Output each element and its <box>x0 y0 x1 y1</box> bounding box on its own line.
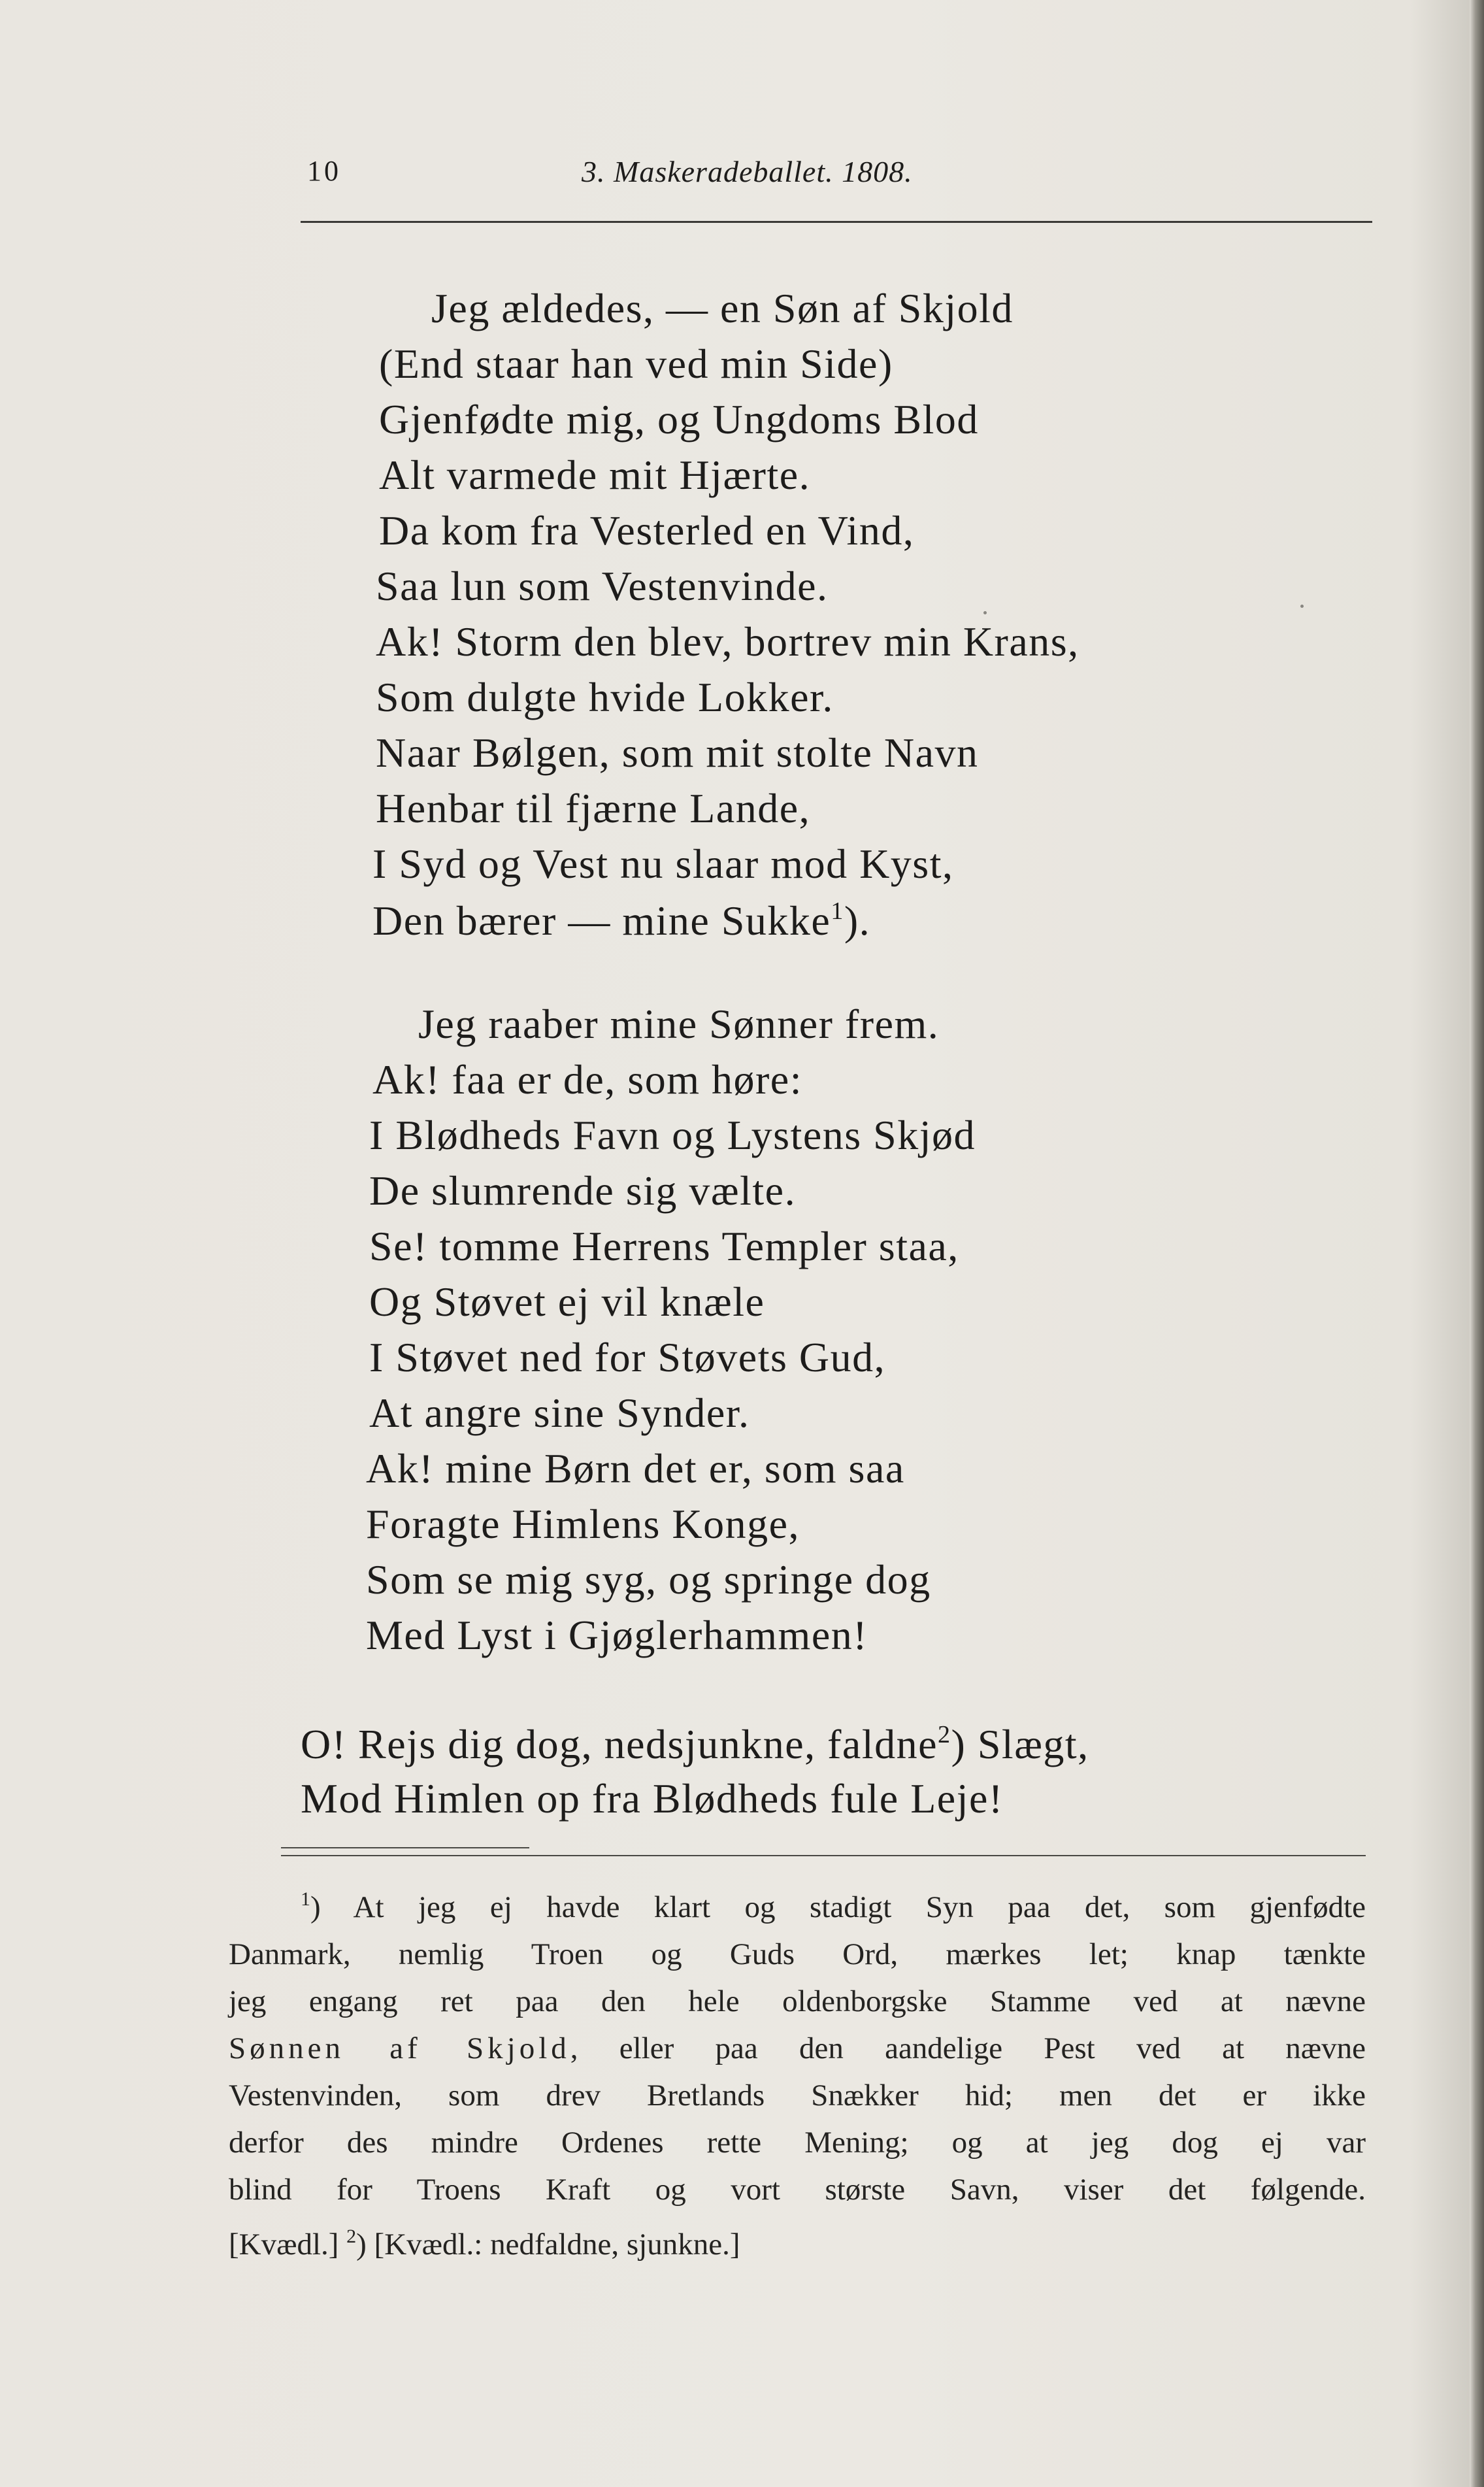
footnote-line <box>229 1876 1366 1931</box>
verse-text-end: ). <box>844 897 871 944</box>
verse-line: De slumrende sig vælte. <box>369 1167 797 1214</box>
verse-line: I Blødheds Favn og Lystens Skjød <box>369 1112 976 1158</box>
verse-line: Og Støvet ej vil knæle <box>369 1278 765 1325</box>
page-header <box>307 154 1366 193</box>
verse-line: I Støvet ned for Støvets Gud, <box>369 1334 886 1380</box>
footnote-text: ) [Kvædl.: nedfaldne, sjunkne.] <box>356 2228 740 2262</box>
footnote-spaced-text: Sønnen af Skjold <box>229 2031 570 2065</box>
verse-line: Naar Bølgen, som mit stolte Navn <box>376 729 979 776</box>
paper-speck <box>1300 605 1304 608</box>
verse-line: Alt varmede mit Hjærte. <box>379 452 811 498</box>
verse-line: Ak! mine Børn det er, som saa <box>366 1445 905 1492</box>
page-number: 10 <box>307 155 341 187</box>
footnote-mark: 2 <box>938 1721 951 1748</box>
footnote-text: [Kvædl.] <box>229 2228 347 2262</box>
verse-line: Mod Himlen op fra Blødheds fule Leje! <box>301 1775 1004 1822</box>
verse-line: Ak! faa er de, som høre: <box>372 1056 802 1103</box>
footnote-text: , eller paa den aandelige Pest ved at nævne <box>570 2031 1366 2065</box>
verse-line: Da kom fra Vesterled en Vind, <box>379 507 915 554</box>
footnote-rule <box>281 1855 1366 1856</box>
page-edge-shadow <box>1470 0 1484 2487</box>
footnote-line <box>229 2213 1366 2268</box>
footnote-mark: 1 <box>831 897 844 925</box>
verse-line: Henbar til fjærne Lande, <box>376 785 811 831</box>
footnote-line: blind for Troens Kraft og vort største Savn, viser det følgende. <box>229 2173 1366 2207</box>
verse-text-end: ) Slægt, <box>951 1721 1089 1767</box>
verse-line: Ak! Storm den blev, bortrev min Krans, <box>376 618 1080 665</box>
header-rule <box>301 221 1372 223</box>
footnote-line: Danmark, nemlig Troen og Guds Ord, mærkes let; knap tænkte <box>229 1937 1366 1971</box>
verse-line-with-note <box>372 899 870 942</box>
footnote-line <box>229 2025 1366 2072</box>
running-title: 3. Maskeradeballet. 1808. <box>582 155 913 188</box>
verse-line: Jeg ældedes, — en Søn af Skjold <box>431 285 1014 331</box>
footnote-mark: 1 <box>301 1888 310 1910</box>
verse-text: O! Rejs dig dog, nedsjunkne, faldne <box>301 1721 938 1767</box>
verse-line: Som se mig syg, og springe dog <box>366 1556 931 1603</box>
verse-line-with-note <box>301 1722 1089 1765</box>
footnote-rule-short <box>281 1847 529 1848</box>
footnotes <box>229 1876 1366 2268</box>
verse-text: Den bærer — mine Sukke <box>372 897 831 944</box>
verse-line: Med Lyst i Gjøglerhammen! <box>366 1612 868 1658</box>
verse-line: Se! tomme Herrens Templer staa, <box>369 1223 959 1269</box>
verse-line: Saa lun som Vestenvinde. <box>376 563 829 609</box>
footnote-line: jeg engang ret paa den hele oldenborgske Stamme ved at nævne <box>229 1984 1366 2018</box>
verse-line: Som dulgte hvide Lokker. <box>376 674 834 720</box>
verse-line: At angre sine Synder. <box>369 1390 750 1436</box>
verse-line: Foragte Himlens Konge, <box>366 1501 800 1547</box>
paper-speck <box>983 611 987 614</box>
verse-line: Jeg raaber mine Sønner frem. <box>418 1001 940 1047</box>
footnote-line: Vestenvinden, som drev Bretlands Snækker hid; men det er ikke <box>229 2078 1366 2112</box>
footnote-text: ) At jeg ej havde klart og stadigt Syn paa det, som gjenfødte <box>310 1890 1366 1924</box>
verse-line: I Syd og Vest nu slaar mod Kyst, <box>372 841 954 887</box>
footnote-line: derfor des mindre Ordenes rette Mening; og at jeg dog ej var <box>229 2126 1366 2160</box>
verse-line: (End staar han ved min Side) <box>379 341 893 387</box>
verse-line: Gjenfødte mig, og Ungdoms Blod <box>379 396 979 442</box>
footnote-mark: 2 <box>346 2226 357 2247</box>
